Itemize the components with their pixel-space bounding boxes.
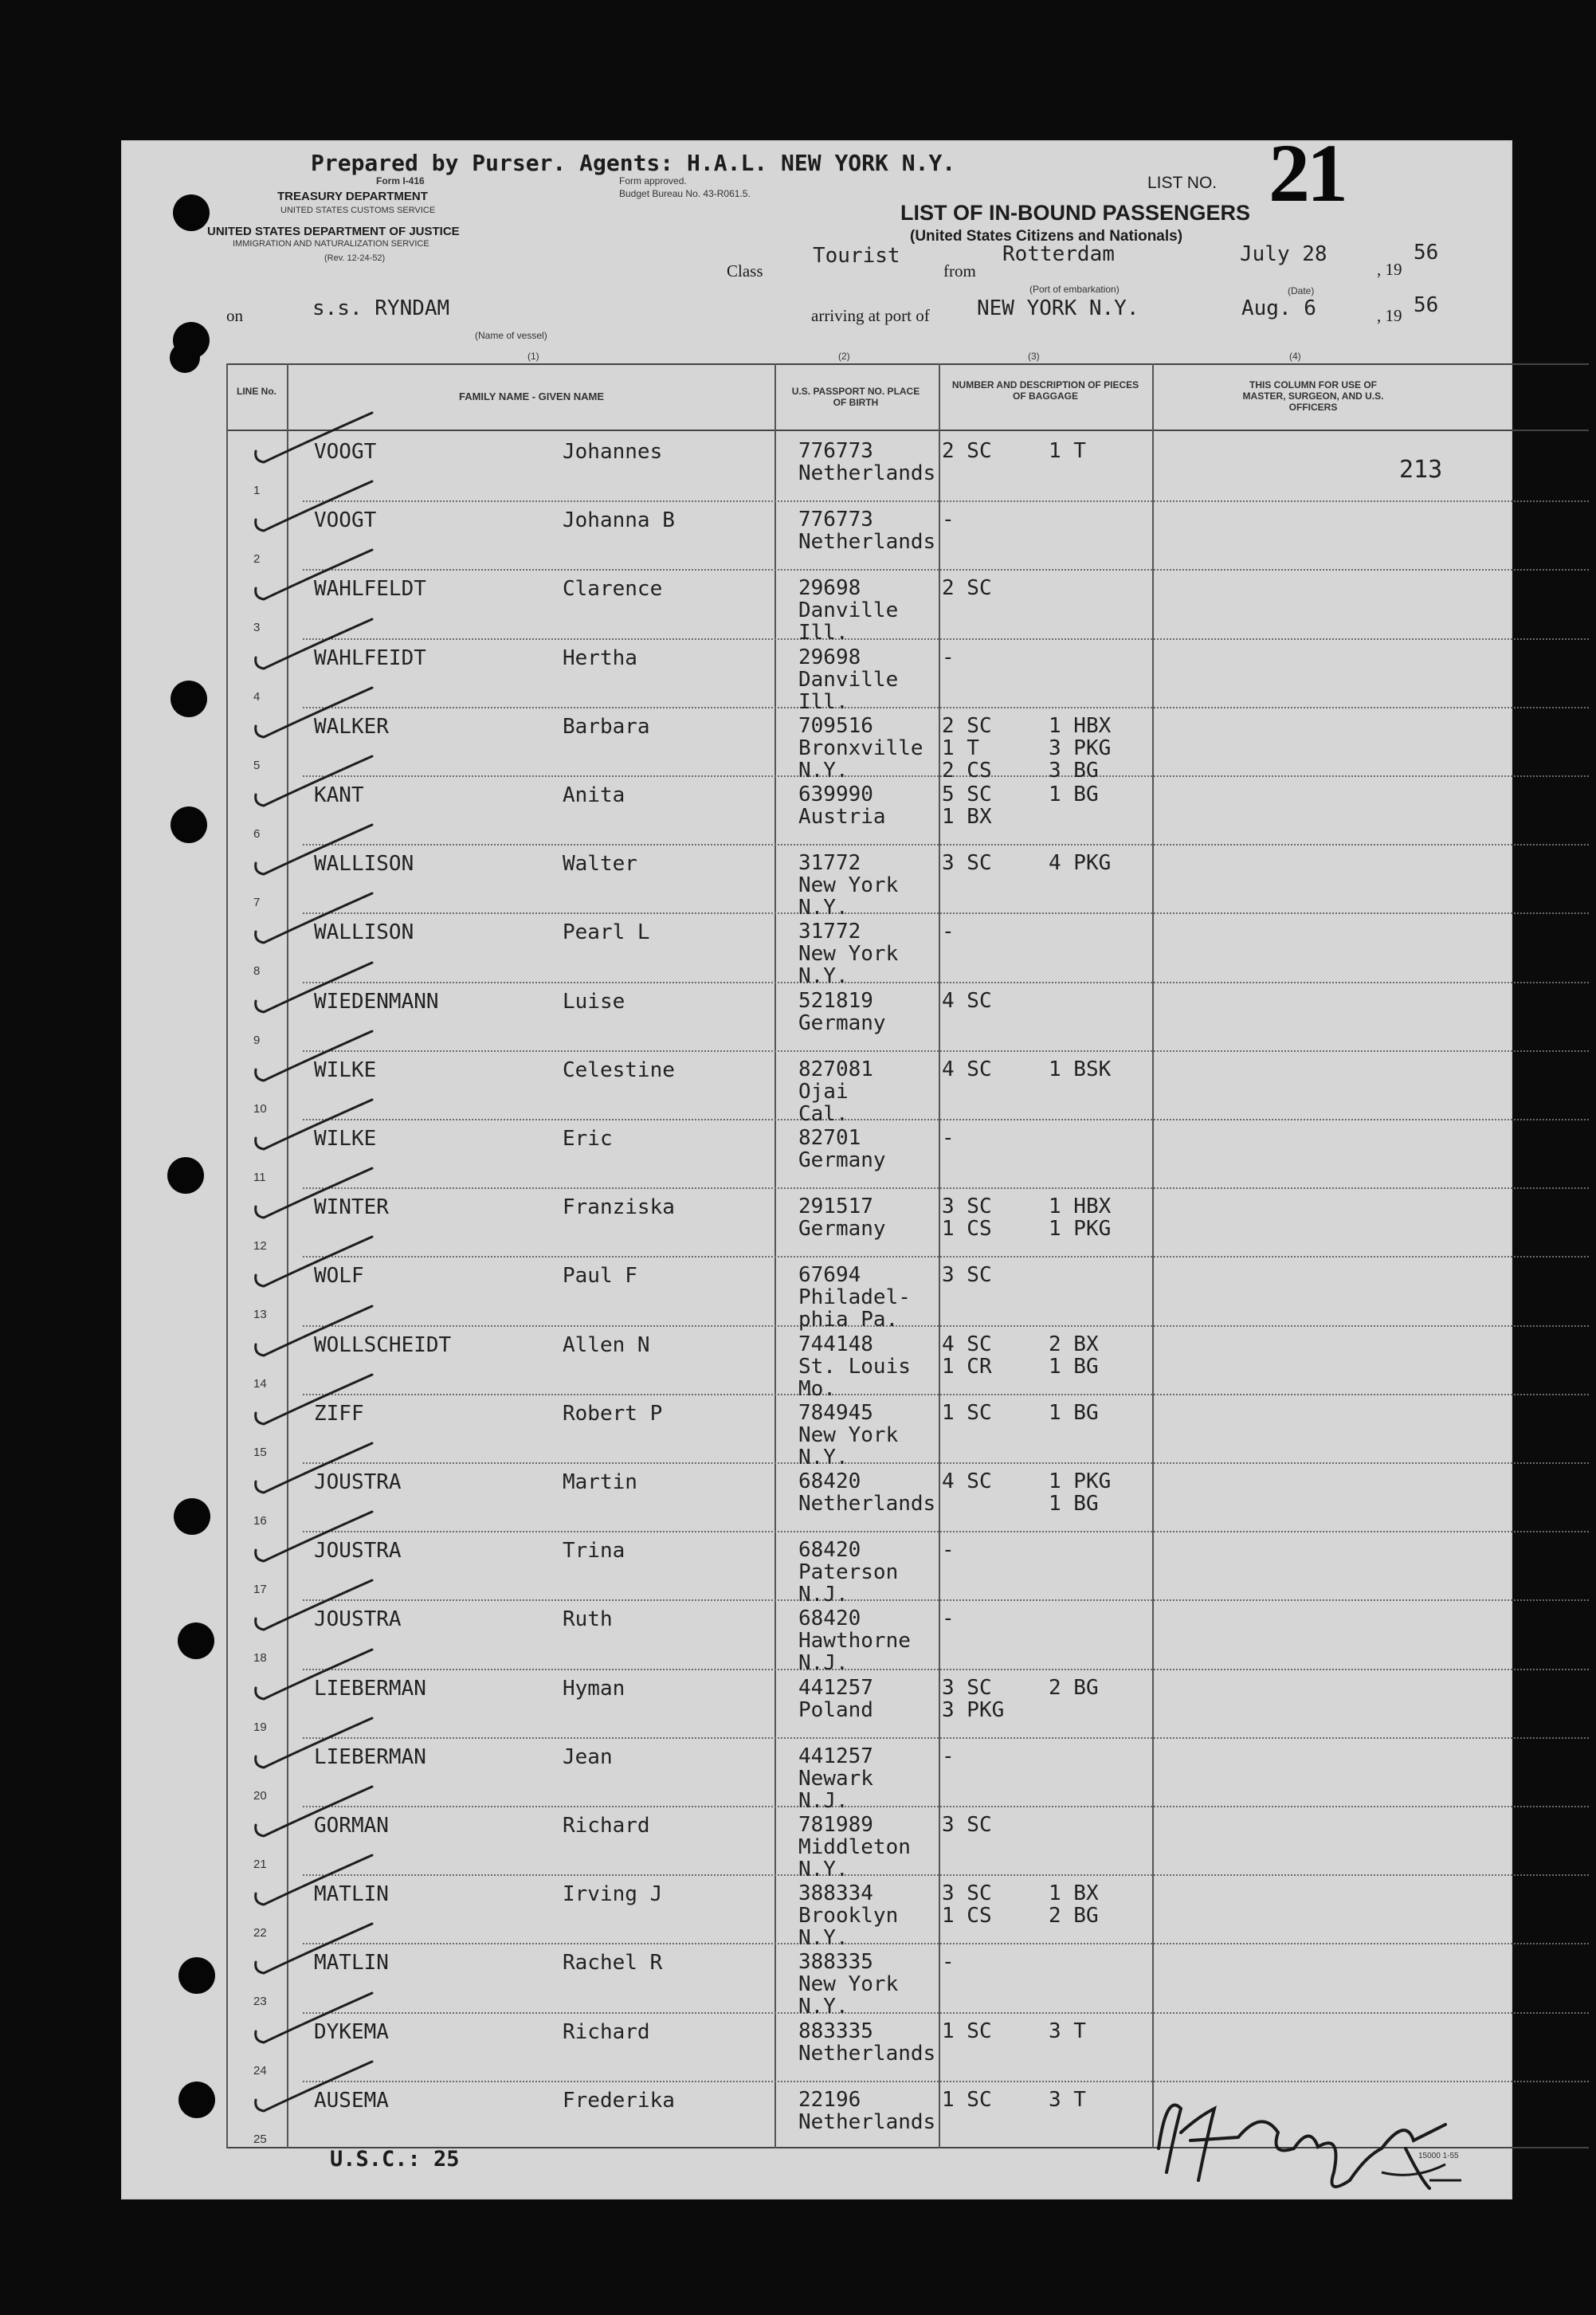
passport-cell	[798, 852, 898, 919]
given-name: Richard	[563, 1814, 650, 1838]
line-number: 23	[253, 1995, 267, 2009]
col-header-name: FAMILY NAME - GIVEN NAME	[458, 390, 605, 402]
given-name: Anita	[563, 783, 625, 807]
passport-number: 31772	[798, 920, 861, 944]
col-number-4: (4)	[1289, 351, 1301, 362]
list-no-label: LIST NO.	[1147, 174, 1218, 192]
line-number: 11	[253, 1171, 266, 1184]
passport-cell	[798, 2089, 935, 2133]
place-of-birth: Germany	[798, 1010, 886, 1035]
baggage-primary: 2 SC	[942, 439, 992, 463]
given-name: Paul F	[563, 1264, 637, 1289]
passport-cell	[798, 2020, 935, 2065]
baggage-primary: -	[942, 1126, 955, 1150]
passport-cell	[798, 440, 935, 485]
given-name: Martin	[563, 1470, 637, 1494]
passport-cell	[798, 508, 935, 553]
baggage-secondary: 1 PKG 1 BG	[1049, 1469, 1112, 1516]
manifest-sheet	[121, 128, 1512, 2199]
passport-cell	[798, 1539, 898, 1606]
place-of-birth: Austria	[798, 805, 886, 829]
table-row	[121, 577, 1512, 645]
port-embarkation-label: (Port of embarkation)	[1029, 284, 1120, 295]
family-name: VOOGT	[314, 508, 377, 533]
passport-number: 67694	[798, 1263, 861, 1288]
baggage-secondary: 1 BSK	[1049, 1057, 1112, 1081]
table-top-border	[226, 363, 1589, 365]
table-row	[121, 1470, 1512, 1539]
baggage-secondary: 1 T	[1049, 439, 1086, 463]
passport-cell	[798, 1745, 873, 1812]
baggage-secondary: 4 PKG	[1049, 851, 1112, 876]
table-row	[121, 1814, 1512, 1882]
place-of-birth: Newark N.J.	[798, 1766, 873, 1813]
customs-service: UNITED STATES CUSTOMS SERVICE	[280, 206, 436, 215]
baggage-primary: 3 SC 1 CS	[942, 1195, 992, 1242]
given-name: Celestine	[563, 1057, 675, 1082]
passport-cell	[798, 1882, 898, 1949]
table-row	[121, 646, 1512, 715]
line-number: 14	[253, 1376, 267, 1391]
family-name: JOUSTRA	[314, 1470, 402, 1494]
passport-number: 68420	[798, 1607, 861, 1631]
immigration-service: IMMIGRATION AND NATURALIZATION SERVICE	[233, 239, 429, 249]
baggage-primary: -	[942, 920, 955, 944]
baggage-secondary: 1 HBX 3 PKG 3 BG	[1049, 713, 1112, 783]
line-number: 21	[253, 1858, 267, 1871]
place-of-birth: Germany	[798, 1217, 886, 1242]
baggage-primary: 4 SC	[942, 988, 992, 1013]
family-name: WINTER	[314, 1195, 389, 1220]
passport-number: 82701	[798, 1126, 861, 1150]
form-revision: (Rev. 12-24-52)	[324, 253, 386, 263]
place-of-birth: Netherlands	[798, 2109, 936, 2134]
table-row	[121, 1264, 1512, 1332]
vessel-label: (Name of vessel)	[475, 330, 547, 341]
family-name: GORMAN	[314, 1814, 389, 1838]
family-name: MATLIN	[314, 1951, 389, 1976]
form-approved: Form approved.	[619, 175, 687, 186]
table-row	[121, 852, 1512, 920]
baggage-primary: 2 SC	[942, 576, 992, 601]
given-name: Richard	[563, 2019, 650, 2044]
line-number: 18	[253, 1651, 267, 1666]
arrival-year: 56	[1414, 293, 1439, 317]
given-name: Hyman	[563, 1676, 625, 1701]
passport-cell	[798, 783, 886, 828]
date-label: (Date)	[1288, 285, 1315, 296]
table-row	[121, 1539, 1512, 1607]
baggage-primary: 1 SC	[942, 2019, 992, 2043]
class-label: Class	[727, 261, 763, 281]
given-name: Johanna B	[563, 508, 675, 533]
from-value: Rotterdam	[1002, 242, 1115, 266]
place-of-birth: St. Louis Mo.	[798, 1354, 911, 1401]
given-name: Frederika	[563, 2088, 675, 2113]
given-name: Rachel R	[563, 1951, 663, 1976]
from-label: from	[943, 261, 976, 281]
given-name: Johannes	[563, 440, 663, 464]
line-number: 22	[253, 1926, 267, 1940]
budget-bureau: Budget Bureau No. 43-R061.5.	[619, 188, 751, 199]
family-name: VOOGT	[314, 440, 377, 464]
place-of-birth: Paterson N.J.	[798, 1560, 899, 1607]
line-number: 7	[253, 896, 261, 910]
given-name: Franziska	[563, 1195, 675, 1220]
family-name: AUSEMA	[314, 2088, 389, 2113]
baggage-primary: -	[942, 1538, 955, 1563]
table-row	[121, 783, 1512, 852]
table-row	[121, 1058, 1512, 1127]
line-number: 13	[253, 1308, 267, 1322]
family-name: JOUSTRA	[314, 1539, 402, 1564]
family-name: WAHLFELDT	[314, 577, 426, 602]
family-name: JOUSTRA	[314, 1607, 402, 1632]
place-of-birth: Netherlands	[798, 461, 936, 485]
col-number-2: (2)	[838, 351, 850, 362]
given-name: Hertha	[563, 645, 637, 670]
table-row	[121, 1402, 1512, 1470]
punch-hole	[170, 343, 200, 373]
baggage-primary: 3 SC	[942, 1813, 992, 1837]
table-row	[121, 508, 1512, 577]
arriving-label: arriving at port of	[811, 306, 930, 325]
line-number: 24	[253, 2063, 267, 2078]
baggage-primary: -	[942, 1744, 955, 1768]
year-prefix: , 19	[1377, 306, 1402, 325]
passport-cell	[798, 1333, 911, 1400]
form-number: Form I-416	[376, 175, 425, 186]
family-name: MATLIN	[314, 1882, 389, 1907]
given-name: Irving J	[563, 1882, 663, 1907]
passport-number: 883335	[798, 2019, 873, 2043]
family-name: WAHLFEIDT	[314, 645, 426, 670]
line-number: 17	[253, 1583, 267, 1597]
line-number: 9	[253, 1033, 261, 1047]
given-name: Jean	[563, 1744, 613, 1769]
family-name: WOLF	[314, 1264, 364, 1289]
arrival-date: Aug. 6	[1241, 296, 1316, 320]
col-number-3: (3)	[1028, 351, 1040, 362]
passport-number: 291517	[798, 1195, 873, 1219]
passport-number: 776773	[798, 508, 873, 532]
passport-cell	[798, 1127, 886, 1171]
passport-number: 639990	[798, 783, 873, 806]
col-header-passport: U.S. PASSPORT NO. PLACE OF BIRTH	[791, 386, 920, 408]
baggage-primary: -	[942, 645, 955, 669]
col-number-1: (1)	[527, 351, 539, 362]
line-number: 3	[253, 621, 261, 635]
given-name: Ruth	[563, 1607, 613, 1632]
line-number: 19	[253, 1720, 267, 1734]
baggage-primary: 5 SC 1 BX	[942, 783, 992, 829]
line-number: 25	[253, 2132, 267, 2146]
place-of-birth: Bronxville N.Y.	[798, 736, 923, 783]
passport-number: 709516	[798, 713, 873, 738]
place-of-birth: Germany	[798, 1148, 886, 1172]
passport-cell	[798, 1195, 886, 1240]
passport-cell	[798, 920, 898, 987]
punch-hole	[173, 194, 210, 231]
place-of-birth: New York N.Y.	[798, 1422, 899, 1469]
table-row	[121, 440, 1512, 508]
family-name: LIEBERMAN	[314, 1744, 426, 1769]
passport-number: 776773	[798, 439, 873, 463]
passport-number: 68420	[798, 1538, 861, 1563]
year-prefix: , 19	[1377, 260, 1402, 279]
prepared-by-line: Prepared by Purser. Agents: H.A.L. NEW YORK N.Y.	[311, 150, 956, 176]
baggage-primary: 2 SC 1 T 2 CS	[942, 713, 992, 783]
line-number: 6	[253, 827, 261, 841]
given-name: Walter	[563, 852, 637, 877]
passport-number: 388334	[798, 1881, 873, 1906]
passport-cell	[798, 1058, 873, 1125]
passport-cell	[798, 577, 898, 644]
place-of-birth: Netherlands	[798, 2041, 936, 2066]
baggage-primary: 4 SC	[942, 1469, 992, 1493]
list-number: 21	[1269, 128, 1345, 219]
family-name: WALLISON	[314, 852, 414, 877]
table-row	[121, 1195, 1512, 1264]
passport-number: 521819	[798, 988, 873, 1013]
baggage-primary: 3 SC	[942, 1263, 992, 1288]
officer-note: 213	[1399, 456, 1443, 484]
passport-cell	[798, 1607, 911, 1674]
passport-cell	[798, 1677, 873, 1721]
table-row	[121, 715, 1512, 783]
family-name: WOLLSCHEIDT	[314, 1332, 452, 1357]
line-number: 20	[253, 1788, 267, 1803]
baggage-secondary: 1 BG	[1049, 1400, 1099, 1425]
class-value: Tourist	[813, 244, 900, 268]
treasury-dept: TREASURY DEPARTMENT	[277, 190, 428, 203]
passport-number: 388335	[798, 1950, 873, 1975]
vessel-name: s.s. RYNDAM	[312, 296, 450, 320]
passport-cell	[798, 1470, 935, 1515]
place-of-birth: Middleton N.Y.	[798, 1835, 911, 1881]
line-number: 5	[253, 758, 261, 772]
passport-number: 781989	[798, 1813, 873, 1837]
baggage-primary: 1 SC	[942, 2087, 992, 2112]
arrival-port: NEW YORK N.Y.	[977, 296, 1139, 320]
passport-number: 744148	[798, 1332, 873, 1356]
line-number: 12	[253, 1239, 267, 1254]
baggage-secondary: 2 BX 1 BG	[1049, 1332, 1099, 1379]
given-name: Barbara	[563, 714, 650, 739]
passport-cell	[798, 1814, 911, 1881]
family-name: ZIFF	[314, 1401, 364, 1426]
on-label: on	[226, 306, 243, 325]
col-header-line-no: LINE No.	[237, 386, 276, 397]
baggage-secondary: 1 HBX 1 PKG	[1049, 1195, 1112, 1242]
baggage-secondary: 1 BG	[1049, 783, 1099, 806]
family-name: LIEBERMAN	[314, 1676, 426, 1701]
family-name: WALKER	[314, 714, 389, 739]
passport-cell	[798, 1264, 911, 1331]
given-name: Clarence	[563, 577, 663, 602]
passport-number: 827081	[798, 1057, 873, 1081]
place-of-birth: Hawthorne N.J.	[798, 1629, 911, 1676]
passport-number: 784945	[798, 1400, 873, 1425]
place-of-birth: New York N.Y.	[798, 873, 899, 920]
table-row	[121, 1882, 1512, 1951]
baggage-primary: 3 SC 1 CS	[942, 1881, 992, 1929]
col-header-officers: THIS COLUMN FOR USE OF MASTER, SURGEON, AND U.S. OFFICERS	[1242, 379, 1384, 413]
place-of-birth: New York N.Y.	[798, 942, 899, 989]
family-name: KANT	[314, 783, 364, 807]
baggage-primary: 3 SC 3 PKG	[942, 1675, 1005, 1722]
passport-cell	[798, 990, 886, 1034]
inspector-signature	[1143, 2061, 1477, 2196]
baggage-secondary: 1 BX 2 BG	[1049, 1881, 1099, 1929]
family-name: WILKE	[314, 1057, 377, 1082]
baggage-secondary: 3 T	[1049, 2087, 1086, 2112]
place-of-birth: New York N.Y.	[798, 1972, 899, 2019]
given-name: Trina	[563, 1539, 625, 1564]
line-number: 16	[253, 1514, 267, 1528]
departure-year: 56	[1414, 241, 1439, 265]
place-of-birth: Danville Ill.	[798, 598, 899, 645]
passport-cell	[798, 1951, 898, 2018]
place-of-birth: Poland	[798, 1697, 873, 1722]
line-number: 15	[253, 1445, 267, 1459]
passport-number: 29698	[798, 576, 861, 601]
passport-cell	[798, 646, 898, 713]
baggage-primary: 4 SC	[942, 1057, 992, 1081]
list-subtitle: (United States Citizens and Nationals)	[910, 228, 1183, 245]
passport-number: 29698	[798, 645, 861, 669]
line-number: 1	[253, 484, 261, 497]
table-row	[121, 1333, 1512, 1402]
baggage-secondary: 3 T	[1049, 2019, 1086, 2043]
passport-number: 441257	[798, 1744, 873, 1768]
place-of-birth: Netherlands	[798, 530, 936, 555]
passport-cell	[798, 715, 923, 782]
departure-date: July 28	[1240, 242, 1327, 266]
given-name: Pearl L	[563, 920, 650, 945]
given-name: Eric	[563, 1127, 613, 1151]
passport-number: 441257	[798, 1675, 873, 1700]
line-number: 4	[253, 689, 261, 704]
passport-number: 68420	[798, 1469, 861, 1493]
justice-dept: UNITED STATES DEPARTMENT OF JUSTICE	[207, 225, 460, 238]
place-of-birth: Ojai Cal.	[798, 1079, 849, 1126]
family-name: DYKEMA	[314, 2019, 389, 2044]
baggage-primary: -	[942, 1607, 955, 1631]
list-title: LIST OF IN-BOUND PASSENGERS	[900, 201, 1251, 225]
baggage-primary: -	[942, 508, 955, 532]
table-row	[121, 990, 1512, 1058]
family-name: WILKE	[314, 1127, 377, 1151]
family-name: WIEDENMANN	[314, 989, 439, 1014]
baggage-primary: 1 SC	[942, 1400, 992, 1425]
given-name: Allen N	[563, 1332, 650, 1357]
header-bottom-border	[226, 430, 1589, 431]
print-code: 15000 1-55	[1418, 2152, 1459, 2160]
usc-count: U.S.C.: 25	[330, 2147, 460, 2172]
given-name: Robert P	[563, 1401, 663, 1426]
line-number: 2	[253, 552, 261, 567]
place-of-birth: Philadel- phia Pa.	[798, 1285, 911, 1332]
baggage-primary: 4 SC 1 CR	[942, 1332, 992, 1379]
given-name: Luise	[563, 989, 625, 1014]
passport-number: 22196	[798, 2087, 861, 2112]
table-row	[121, 1745, 1512, 1814]
col-header-baggage: NUMBER AND DESCRIPTION OF PIECES OF BAGGAGE	[951, 379, 1139, 402]
baggage-secondary: 2 BG	[1049, 1675, 1099, 1700]
table-row	[121, 920, 1512, 989]
family-name: WALLISON	[314, 920, 414, 945]
line-number: 8	[253, 964, 261, 979]
passport-cell	[798, 1402, 898, 1469]
baggage-primary: -	[942, 1950, 955, 1975]
table-row	[121, 1951, 1512, 2019]
table-row	[121, 1677, 1512, 1745]
baggage-primary: 3 SC	[942, 851, 992, 876]
line-number: 10	[253, 1101, 267, 1116]
place-of-birth: Brooklyn N.Y.	[798, 1904, 899, 1951]
passport-number: 31772	[798, 851, 861, 876]
table-row	[121, 1607, 1512, 1676]
table-row	[121, 1127, 1512, 1195]
place-of-birth: Netherlands	[798, 1492, 936, 1516]
place-of-birth: Danville Ill.	[798, 667, 899, 714]
